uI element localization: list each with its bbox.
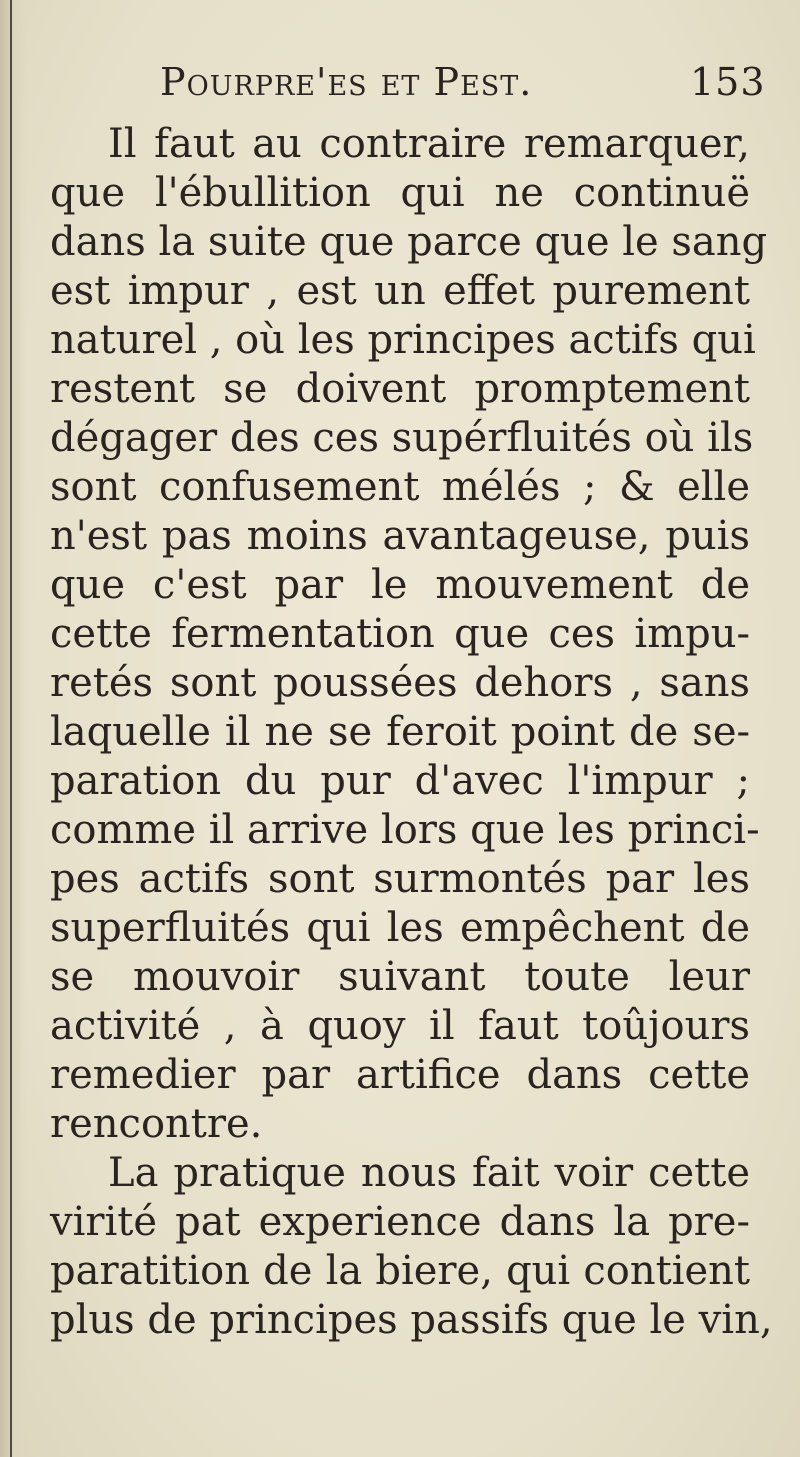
text-line: plus de principes passifs que le vin, bbox=[50, 1297, 773, 1343]
gutter-shadow bbox=[0, 0, 26, 1457]
text-line: cette fermentation que ces impu- bbox=[50, 611, 750, 657]
text-line: Il faut au contraire remarquer, bbox=[108, 121, 750, 167]
text-line: dégager des ces supérfluités où ils bbox=[50, 415, 754, 461]
page-number: 153 bbox=[690, 60, 766, 104]
text-line: restent se doivent promptement bbox=[50, 366, 750, 412]
text-line: virité pat experience dans la pre- bbox=[50, 1199, 750, 1245]
text-line: naturel , où les principes actifs qui bbox=[50, 317, 756, 363]
text-line: que l'ébullition qui ne continuë bbox=[50, 170, 750, 216]
body-text bbox=[50, 120, 773, 1345]
text-line: paratition de la biere, qui contient bbox=[50, 1248, 750, 1294]
text-line: laquelle il ne se feroit point de se- bbox=[50, 709, 750, 755]
running-header bbox=[160, 60, 766, 104]
text-line: paration du pur d'avec l'impur ; bbox=[50, 758, 750, 804]
running-title: Pourpre'es et Pest. bbox=[160, 60, 533, 104]
text-line: pes actifs sont surmontés par les bbox=[50, 856, 750, 902]
text-line: comme il arrive lors que les princi- bbox=[50, 807, 760, 853]
text-line: dans la suite que parce que le sang bbox=[50, 219, 768, 265]
text-line: rencontre. bbox=[50, 1101, 263, 1147]
text-line: superfluités qui les empêchent de bbox=[50, 905, 750, 951]
page-edge-line bbox=[10, 0, 12, 1457]
text-line: remedier par artifice dans cette bbox=[50, 1052, 750, 1098]
text-line: retés sont poussées dehors , sans bbox=[50, 660, 750, 706]
text-line: se mouvoir suivant toute leur bbox=[50, 954, 750, 1000]
text-line: que c'est par le mouvement de bbox=[50, 562, 750, 608]
text-line: La pratique nous fait voir cette bbox=[108, 1150, 750, 1196]
text-line: sont confusement mélés ; & elle bbox=[50, 464, 750, 510]
text-line: activité , à quoy il faut toûjours bbox=[50, 1003, 750, 1049]
text-line: est impur , est un effet purement bbox=[50, 268, 750, 314]
text-line: n'est pas moins avantageuse, puis bbox=[50, 513, 750, 559]
